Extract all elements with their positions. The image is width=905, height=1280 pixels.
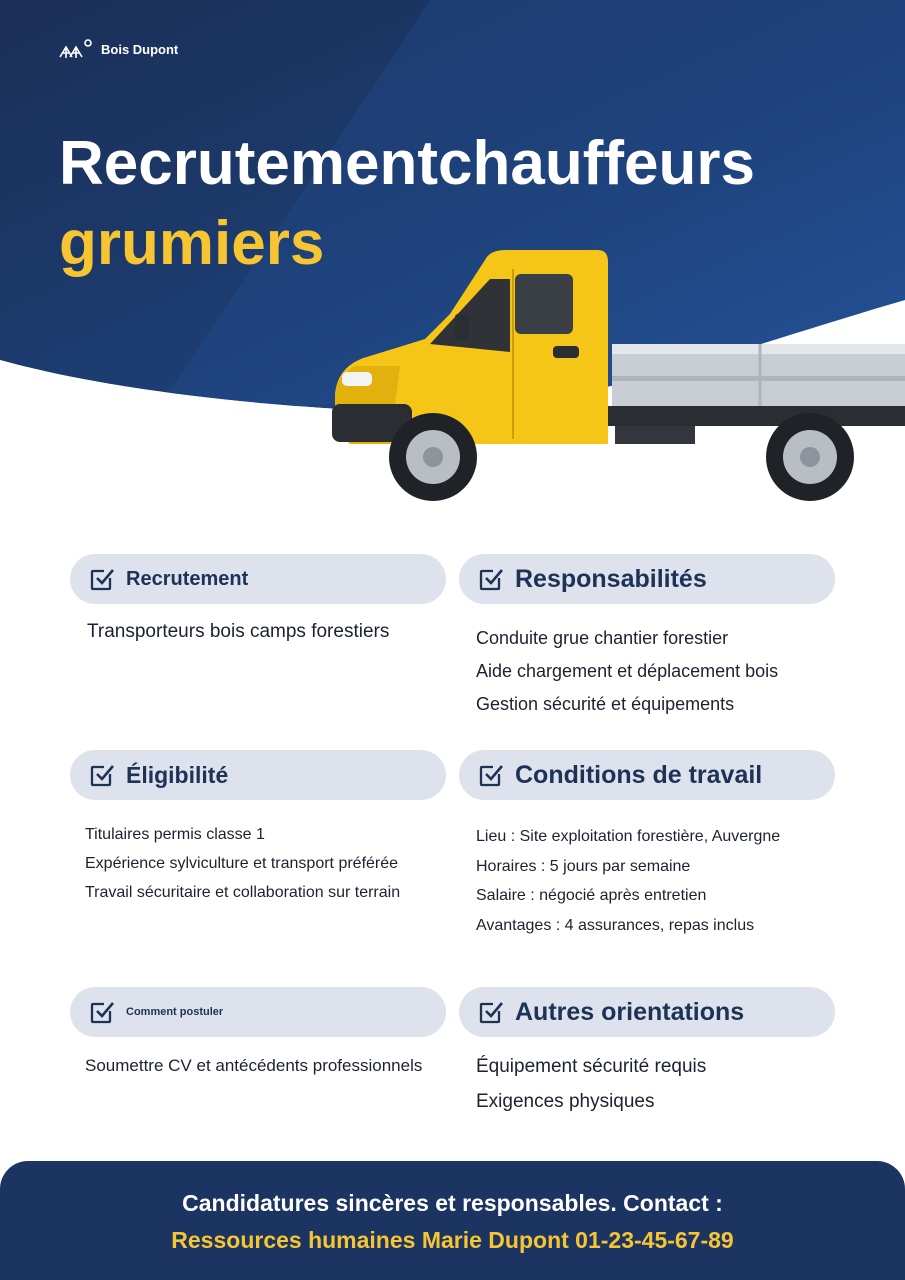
list-item: Lieu : Site exploitation forestière, Auvergne <box>476 828 781 845</box>
footer-contact-info: Ressources humaines Marie Dupont 01-23-45-67-89 <box>171 1227 734 1253</box>
section-responsabilites <box>459 554 835 721</box>
list-item: Travail sécuritaire et collaboration sur terrain <box>85 884 401 901</box>
section-recrutement <box>70 554 446 646</box>
title-line-2: grumiers <box>59 209 325 278</box>
list-item: Équipement sécurité requis <box>476 1056 707 1077</box>
section-header-eligibilite <box>70 750 446 800</box>
list-item: Titulaires permis classe 1 <box>85 826 265 843</box>
hero-banner <box>0 0 905 520</box>
section-title-responsabilites: Responsabilités <box>515 564 707 593</box>
brand-name: Bois Dupont <box>101 41 179 57</box>
brand <box>59 38 178 60</box>
autres-list <box>459 1049 835 1119</box>
list-item: Soumettre CV et antécédents professionnels <box>85 1056 423 1075</box>
postuler-list <box>70 1052 446 1080</box>
wheel-front <box>389 413 477 501</box>
section-conditions <box>459 750 835 940</box>
responsabilites-list <box>459 622 835 721</box>
title-line-1: Recrutementchauffeurs <box>59 129 755 198</box>
section-title-postuler: Comment postuler <box>126 1006 224 1018</box>
checkbox-icon <box>89 762 115 788</box>
list-item: Gestion sécurité et équipements <box>476 694 735 714</box>
footer-contact <box>0 1161 905 1280</box>
section-title-autres: Autres orientations <box>515 997 745 1026</box>
section-header-recrutement <box>70 554 446 604</box>
checkbox-icon <box>89 999 115 1025</box>
checkbox-icon <box>478 762 504 788</box>
conditions-list <box>459 822 835 940</box>
section-header-postuler <box>70 987 446 1037</box>
section-header-conditions <box>459 750 835 800</box>
list-item: Exigences physiques <box>476 1091 655 1112</box>
footer-message: Candidatures sincères et responsables. Contact : <box>182 1190 723 1216</box>
checkbox-icon <box>89 566 115 592</box>
list-item: Salaire : négocié après entretien <box>476 887 707 904</box>
page-title <box>59 124 755 284</box>
section-title-eligibilite: Éligibilité <box>126 761 229 788</box>
list-item: Aide chargement et déplacement bois <box>476 661 779 681</box>
list-item: Transporteurs bois camps forestiers <box>87 621 390 642</box>
section-autres <box>459 987 835 1119</box>
section-title-recrutement: Recrutement <box>126 567 249 590</box>
list-item: Horaires : 5 jours par semaine <box>476 857 691 875</box>
section-header-responsabilites <box>459 554 835 604</box>
checkbox-icon <box>478 566 504 592</box>
eligibilite-list <box>70 820 446 907</box>
section-postuler <box>70 987 446 1080</box>
section-header-autres <box>459 987 835 1037</box>
section-title-conditions: Conditions de travail <box>515 760 763 789</box>
trees-logo-icon <box>59 38 93 60</box>
list-item: Expérience sylviculture et transport préférée <box>85 855 399 872</box>
wheel-rear <box>766 413 854 501</box>
list-item: Avantages : 4 assurances, repas inclus <box>476 916 755 934</box>
checkbox-icon <box>478 999 504 1025</box>
section-eligibilite <box>70 750 446 907</box>
list-item: Conduite grue chantier forestier <box>476 628 729 648</box>
recrutement-list <box>70 618 446 646</box>
